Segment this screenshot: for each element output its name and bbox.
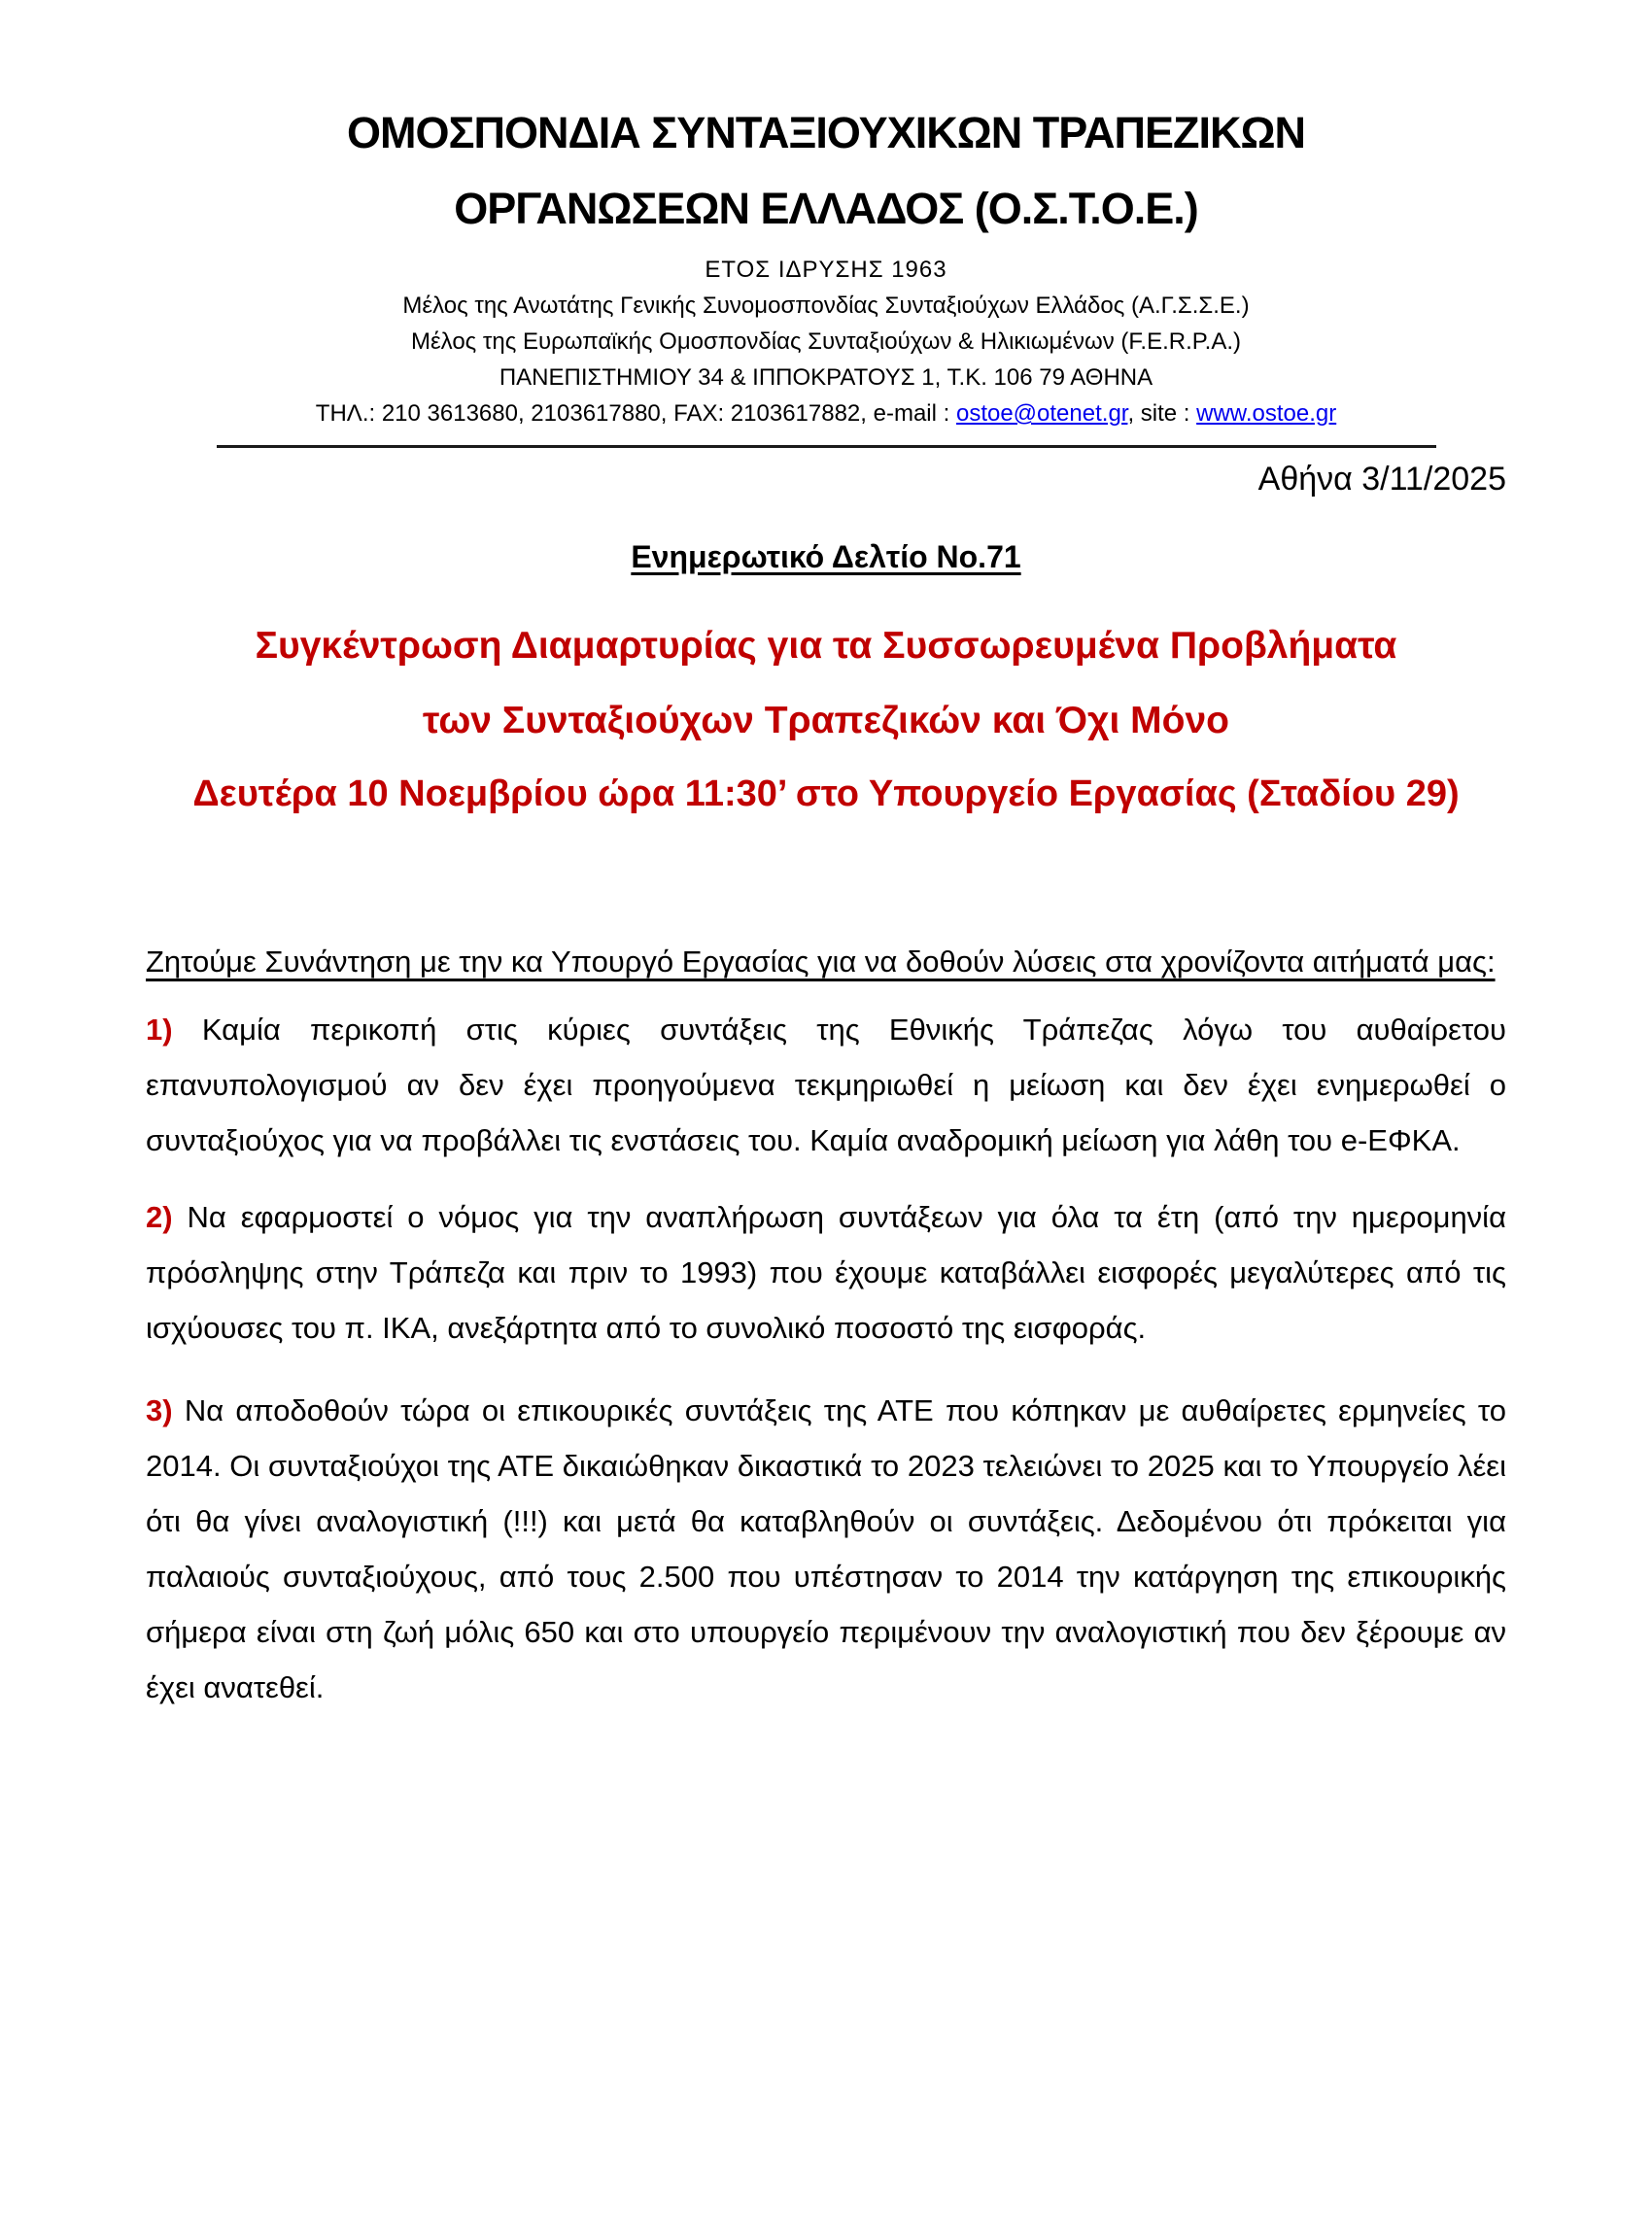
item-1-text: Καμία περικοπή στις κύριες συντάξεις της Εθνικής Τράπεζας λόγω του αυθαίρετου επανυπολογισμού αν δεν έχει προηγούμενα τεκμηριωθεί η μείωση και δεν έχει ενημερωθεί ο συνταξιούχος για να προβάλλει τις ενστάσεις του. Καμία αναδρομική μείωση για λάθη του e-ΕΦΚΑ. [146, 1013, 1506, 1157]
letterhead [146, 95, 1506, 448]
bulletin-title: Ενημερωτικό Δελτίο Νο.71 [631, 539, 1021, 574]
headline-meeting-details: Δευτέρα 10 Νοεμβρίου ώρα 11:30’ στο Υπουργείο Εργασίας (Σταδίου 29) [192, 773, 1460, 814]
membership-ferpa-line: Μέλος της Ευρωπαϊκής Ομοσπονδίας Συνταξιούχων & Ηλικιωμένων (F.E.R.P.A.) [410, 328, 1241, 355]
horizontal-rule [217, 445, 1436, 448]
contact-line [146, 395, 1506, 431]
phone-fax-text: ΤΗΛ.: 210 3613680, 2103617880, FAX: 2103617882, e-mail : [315, 400, 956, 427]
item-3-text: Να αποδοθούν τώρα οι επικουρικές συντάξεις της ΑΤΕ που κόπηκαν με αυθαίρετες ερμηνείες το 2014. Οι συνταξιούχοι της ΑΤΕ δικαιώθηκαν δικαστικά το 2023 τελειώνει το 2025 και το Υπουργείο λέει ότι θα γίνει αναλογιστική (!!!) και μετά θα καταβληθούν οι συντάξεις. Δεδομένου ότι πρόκειται για παλαιούς συνταξιούχους, από τους 2.500 που υπέστησαν το 2014 την κατάργηση της επικουρικής σήμερα είναι στη ζωή μόλις 650 και στο υπουργείο περιμένουν την αναλογιστική που δεν ξέρουμε αν έχει ανατεθεί. [146, 1393, 1506, 1704]
headline-problems-line2: των Συνταξιούχων Τραπεζικών και Όχι Μόνο [423, 700, 1229, 741]
demand-item-2 [146, 1189, 1506, 1356]
date-line: Αθήνα 3/11/2025 [1257, 461, 1506, 498]
item-1-number: 1) [146, 1013, 173, 1047]
org-title-line1: ΟΜΟΣΠΟΝΔΙΑ ΣΥΝΤΑΞΙΟΥΧΙΚΩΝ ΤΡΑΠΕΖΙΚΩΝ [346, 108, 1306, 157]
headline-problems-line1: Συγκέντρωση Διαμαρτυρίας για τα Συσσωρευμένα Προβλήματα [255, 625, 1397, 667]
website-link[interactable]: www.ostoe.gr [1196, 400, 1337, 427]
org-title [146, 95, 1506, 247]
founded-year-line: ΕΤΟΣ ΙΔΡΥΣΗΣ 1963 [705, 257, 947, 283]
document-page [0, 95, 1652, 2233]
demand-item-1 [146, 1002, 1506, 1168]
demand-item-3 [146, 1383, 1506, 1715]
item-2-text: Να εφαρμοστεί ο νόμος για την αναπλήρωση συντάξεων για όλα τα έτη (από την ημερομηνία πρόσληψης στην Τράπεζα και πριν το 1993) που έχουμε καταβάλλει εισφορές μεγαλύτερες από τις ισχύουσες του π. ΙΚΑ, ανεξάρτητα από το συνολικό ποσοστό της εισφοράς. [146, 1200, 1506, 1345]
org-title-line2: ΟΡΓΑΝΩΣΕΩΝ ΕΛΛΑΔΟΣ (Ο.Σ.Τ.Ο.Ε.) [454, 184, 1198, 233]
intro-paragraph: Ζητούμε Συνάντηση με την κα Υπουργό Εργασίας για να δοθούν λύσεις στα χρονίζοντα αιτήματά μας: [146, 945, 1496, 979]
email-link[interactable]: ostoe@otenet.gr [955, 400, 1128, 427]
site-label-text: , site : [1127, 400, 1197, 427]
membership-agsse-line: Μέλος της Ανωτάτης Γενικής Συνομοσπονδίας Συνταξιούχων Ελλάδος (Α.Γ.Σ.Σ.Ε.) [402, 292, 1250, 319]
item-3-number: 3) [146, 1393, 173, 1427]
address-line: ΠΑΝΕΠΙΣΤΗΜΙΟΥ 34 & ΙΠΠΟΚΡΑΤΟΥΣ 1, Τ.Κ. 106 79 ΑΘΗΝΑ [499, 364, 1153, 391]
item-2-number: 2) [146, 1200, 173, 1234]
